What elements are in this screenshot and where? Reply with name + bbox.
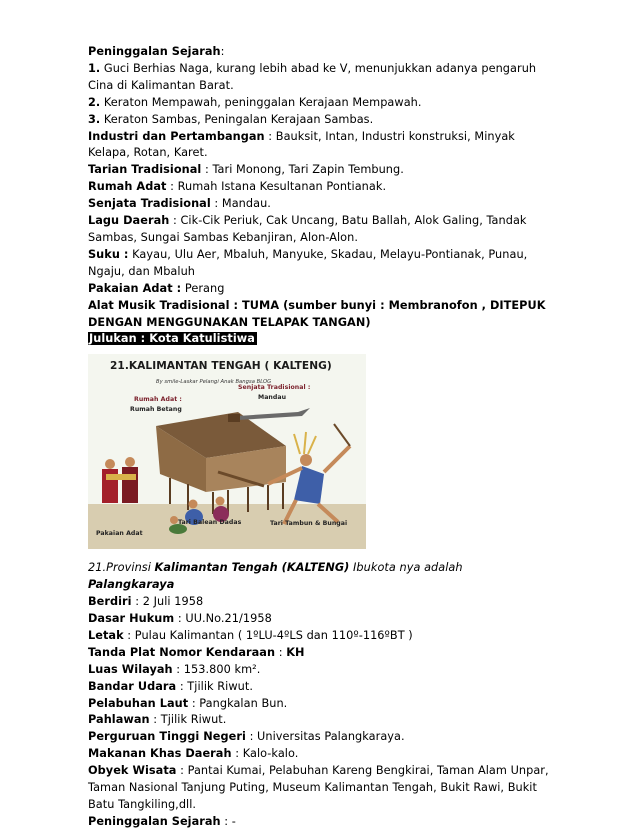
pakaian-line: Pakaian Adat : Perang [88,281,225,295]
field-pelabuhan-laut: Pelabuhan Laut : Pangkalan Bun. [88,696,288,710]
field-perguruan-tinggi: Perguruan Tinggi Negeri : Universitas Palangkaraya. [88,730,405,744]
heritage-heading: Peninggalan Sejarah [88,45,221,58]
figure-title: 21.KALIMANTAN TENGAH ( KALTENG) [110,360,332,373]
field-makanan-khas: Makanan Khas Daerah : Kalo-kalo. [88,747,299,761]
field-dasar-hukum: Dasar Hukum : UU.No.21/1958 [88,612,272,626]
senjata-line: Senjata Tradisional : Mandau. [88,197,271,211]
field-berdiri: Berdiri : 2 Juli 1958 [88,595,204,609]
figure-senjata-label: Senjata Tradisional : [238,384,311,392]
field-bandar-udara: Bandar Udara : Tjilik Riwut. [88,679,253,693]
figure-rumah-label: Rumah Adat : [134,396,182,404]
figure-subtitle: By smile-Laskar Pelangi Anak Bangsa BLOG [156,379,272,386]
field-luas-wilayah: Luas Wilayah : 153.800 km². [88,662,261,676]
julukan-highlight: Julukan : Kota Katulistiwa [89,332,255,346]
figure-rumah-value: Rumah Betang [130,406,182,414]
field-plat-nomor: Tanda Plat Nomor Kendaraan : KH [88,645,305,659]
tarian-line: Tarian Tradisional : Tari Monong, Tari Zapin Tembung. [88,163,404,177]
figure-tari2-label: Tari Tambun & Bungai [270,520,348,528]
industri-line: Industri dan Pertambangan : Bauksit, Intan, Industri konstruksi, Minyak Kelapa, Rotan, Karet. [88,129,515,160]
figure-pakaian-label: Pakaian Adat [96,530,143,538]
field-obyek-wisata: Obyek Wisata : Pantai Kumai, Pelabuhan Kareng Bengkirai, Taman Alam Unpar, Taman Nasional Tanjung Puting, Museum Kalimantan Tengah, Bukit Rawi, Bukit Batu Tangkiling,dll. [88,764,549,811]
figure-senjata-value: Mandau [258,394,287,402]
heritage-item-3: 3. Keraton Sambas, Peningalan Kerajaan Sambas. [88,112,374,126]
document-page [88,44,558,831]
heritage-item-1: 1. Guci Berhias Naga, kurang lebih abad ke V, menunjukkan adanya pengaruh Cina di Kalimantan Barat. [88,61,537,92]
province-capital: Palangkaraya [88,578,175,592]
julukan-line [88,331,558,348]
field-letak: Letak : Pulau Kalimantan ( 1ºLU-4ºLS dan 110º-116ºBT ) [88,628,413,642]
suku-line: Suku : Kayau, Ulu Aer, Mbaluh, Manyuke, Skadau, Melayu-Pontianak, Punau, Ngaju, dan Mbaluh [88,247,528,278]
figure-tari1-label: Tari Balean Dadas [178,519,242,527]
field-pahlawan: Pahlawan : Tjilik Riwut. [88,713,227,727]
kalteng-illustration [88,354,366,549]
lagu-line: Lagu Daerah : Cik-Cik Periuk, Cak Uncang, Batu Ballah, Alok Galing, Tandak Sambas, Sungai Sambas Kebanjiran, Alon-Alon. [88,214,527,244]
heritage-item-2: 2. Keraton Mempawah, peninggalan Kerajaan Mempawah. [88,95,422,109]
rumah-adat-line: Rumah Adat : Rumah Istana Kesultanan Pontianak. [88,180,387,194]
heritage-heading-line: Peninggalan Sejarah: [88,45,225,58]
figure-left-2 [122,467,138,503]
musik-line: Alat Musik Tradisional : TUMA (sumber bunyi : Membranofon , DITEPUK DENGAN MENGGUNAKAN TELAPAK TANGAN) [88,298,546,329]
province-heading: 21.Provinsi Kalimantan Tengah (KALTENG) Ibukota nya adalah Palangkaraya [88,561,463,592]
field-peninggalan-sejarah: Peninggalan Sejarah : - [88,814,236,828]
